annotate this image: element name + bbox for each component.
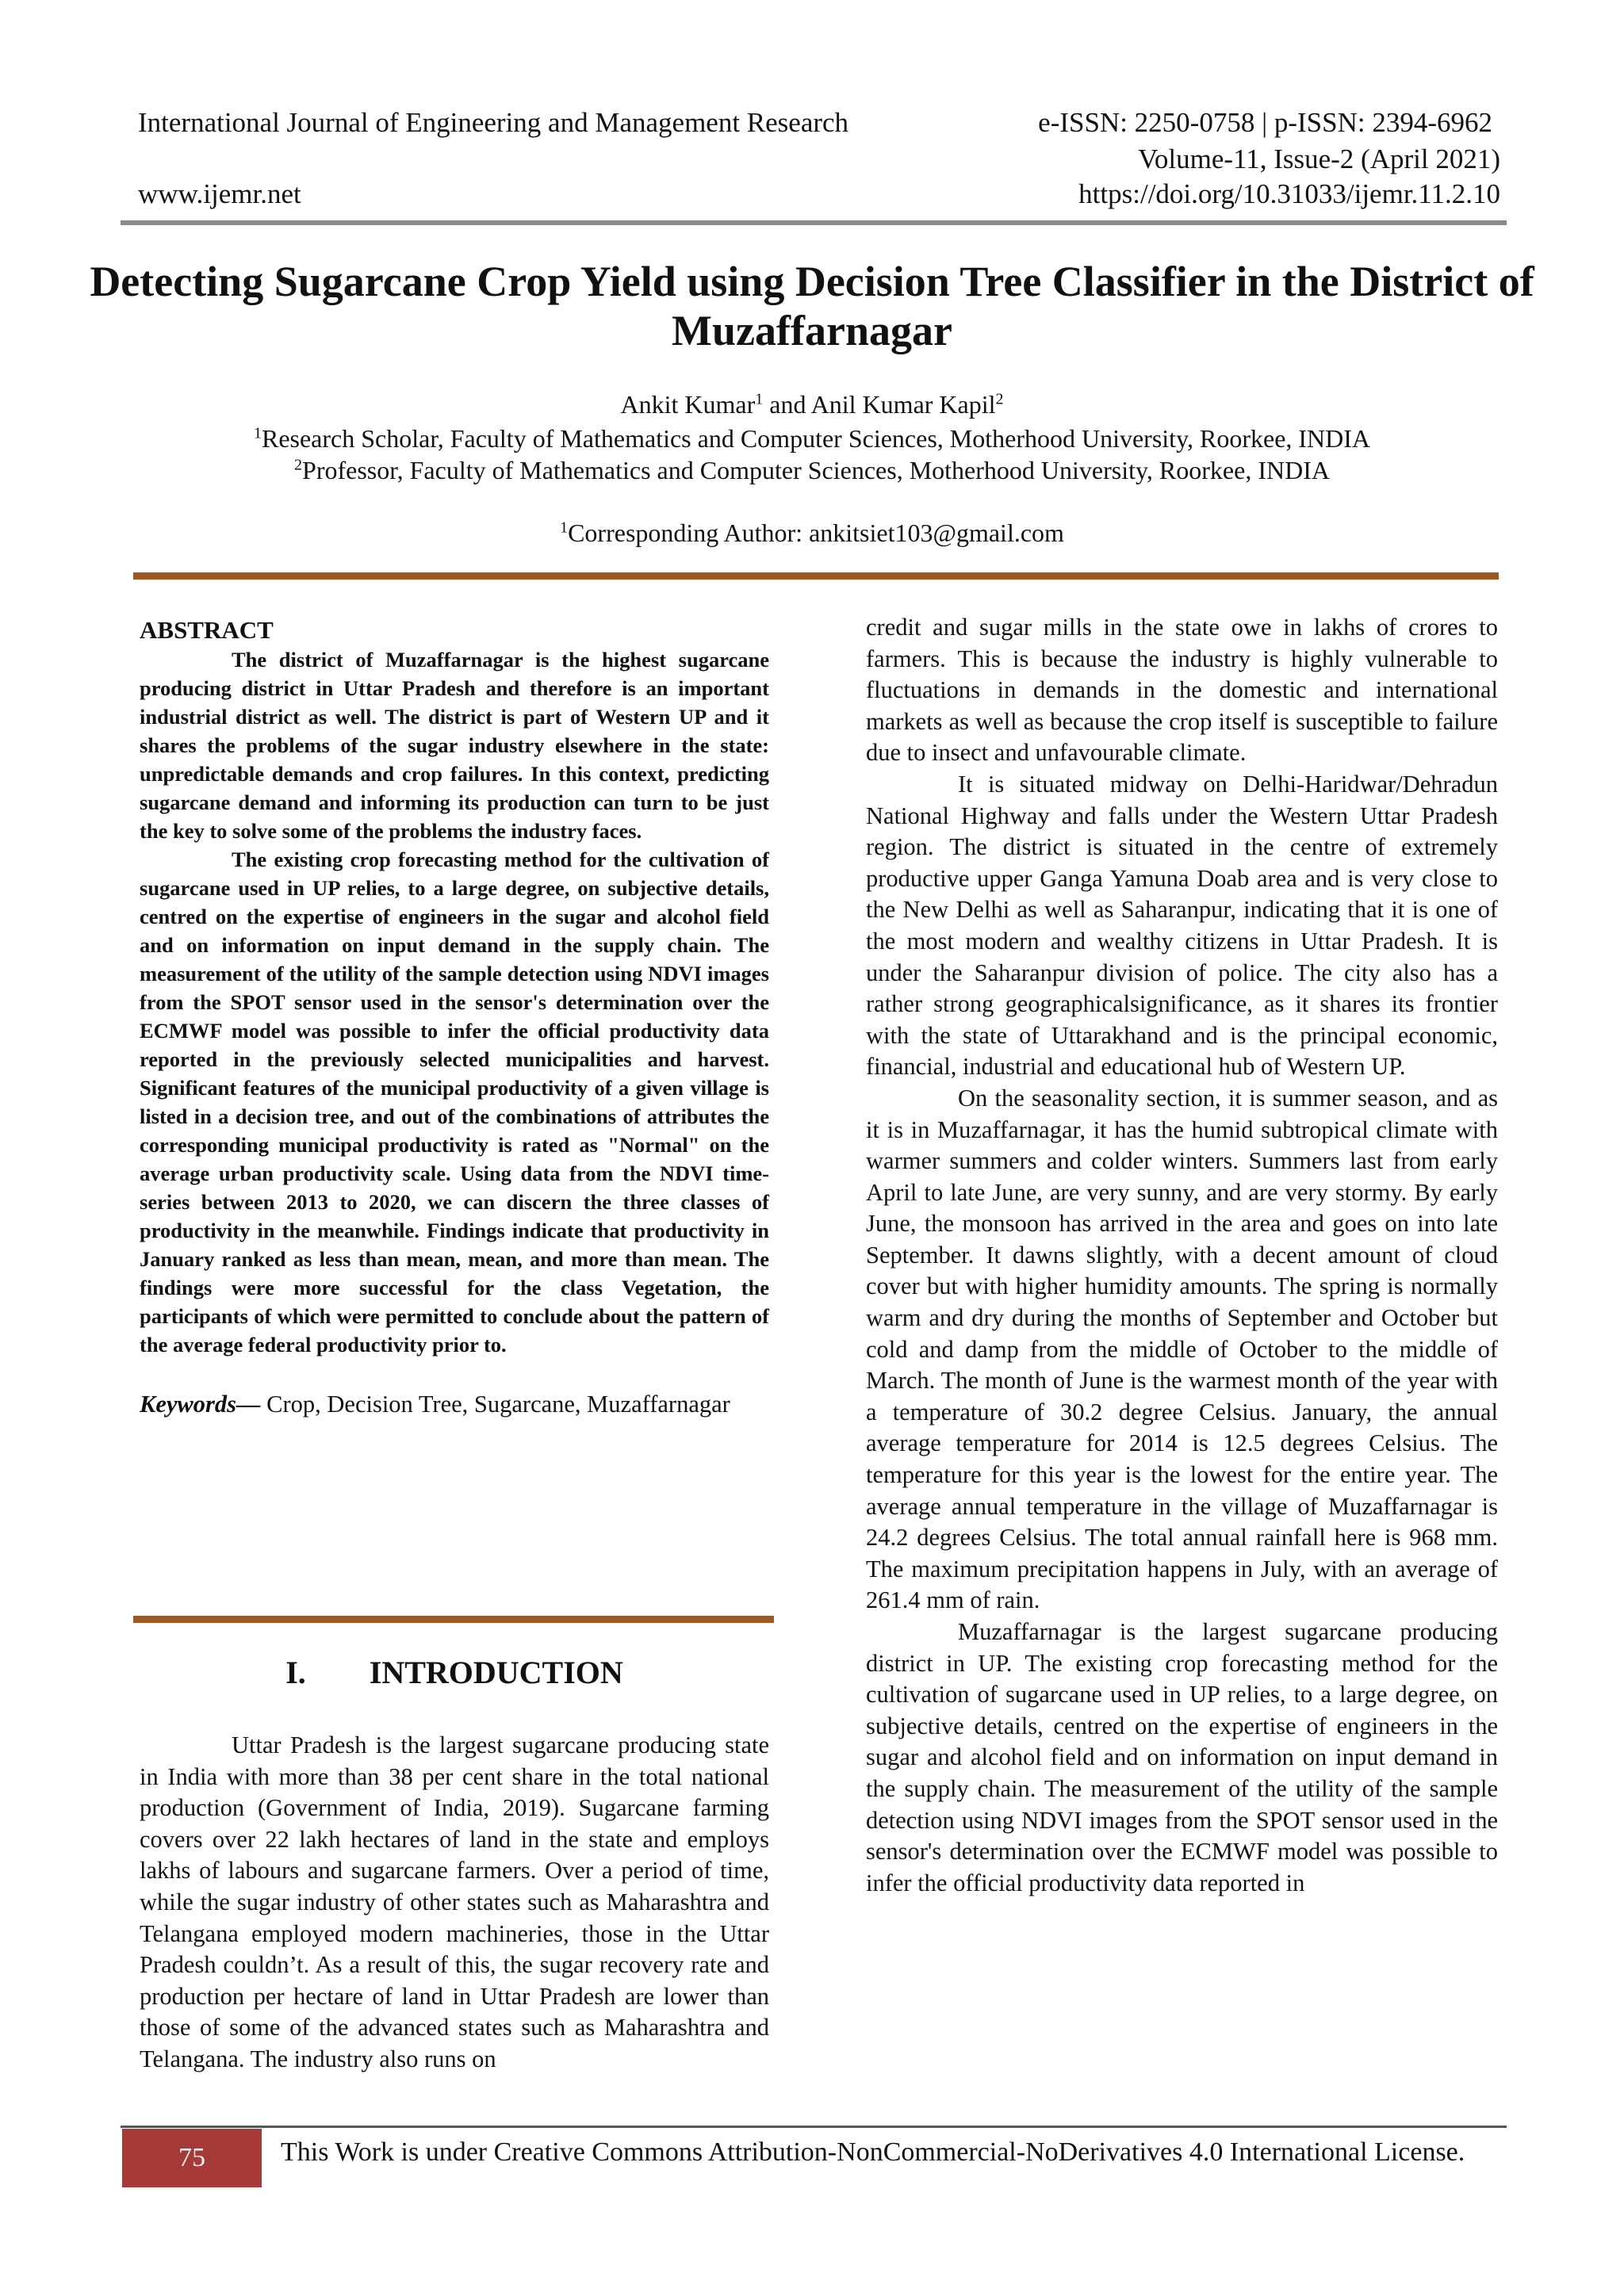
introduction-section bbox=[140, 1654, 769, 2076]
left-column bbox=[140, 615, 769, 1421]
abstract-heading: ABSTRACT bbox=[140, 616, 274, 644]
page-number: 75 bbox=[122, 2129, 262, 2187]
volume-info: Volume-11, Issue-2 (April 2021) bbox=[1138, 144, 1500, 174]
affiliation-1 bbox=[0, 423, 1624, 454]
corresponding-email[interactable]: Corresponding Author: ankitsiet103@gmail.com bbox=[568, 519, 1064, 547]
header-rule bbox=[121, 220, 1507, 225]
author-1: Ankit Kumar bbox=[620, 390, 756, 419]
section-heading bbox=[140, 1654, 769, 1692]
author-2: Anil Kumar Kapil bbox=[810, 390, 996, 419]
issn-info: e-ISSN: 2250-0758 | p-ISSN: 2394-6962 bbox=[1038, 107, 1492, 138]
affiliation-2-text: Professor, Faculty of Mathematics and Computer Sciences, Motherhood University, Roorkee, INDIA bbox=[302, 456, 1330, 484]
abstract-paragraph-1: The district of Muzaffarnagar is the highest sugarcane producing district in Uttar Pradesh and therefore is an important industrial district as well. The district is part of Western UP and it shares the problems of the sugar industry elsewhere in the state: unpredictable demands and crop failures. In this context, predicting sugarcane demand and informing its production can turn to be just the key to solve some of the problems the industry faces. bbox=[140, 648, 769, 843]
abstract-body bbox=[140, 645, 769, 1359]
doi-link[interactable]: https://doi.org/10.31033/ijemr.11.2.10 bbox=[1078, 178, 1500, 209]
author-2-sup: 2 bbox=[995, 390, 1004, 408]
section-number: I. bbox=[285, 1655, 306, 1690]
right-paragraph-1: credit and sugar mills in the state owe in lakhs of crores to farmers. This is because the industry is highly vulnerable to fluctuations in demands in the domestic and international markets as well as because the crop itself is susceptible to failure due to insect and unfavourable climate. bbox=[866, 614, 1498, 767]
keywords-label: Keywords— bbox=[140, 1391, 261, 1418]
license-text[interactable]: This Work is under Creative Commons Attribution-NonCommercial-NoDerivatives 4.0 International License. bbox=[281, 2137, 1465, 2167]
corresponding-sup: 1 bbox=[560, 519, 569, 537]
right-paragraph-2: It is situated midway on Delhi-Haridwar/Dehradun National Highway and falls under the Western Uttar Pradesh region. The district is situated in the centre of extremely productive upper Ganga Yamuna Doab area and is very close to the New Delhi as well as Saharanpur, indicating that it is one of the most modern and wealthy citizens in Uttar Pradesh. It is under the Saharanpur division of police. The city also has a rather strong geographicalsignificance, as it shares its frontier with the state of Uttarakhand and is the principal economic, financial, industrial and educational hub of Western UP. bbox=[866, 770, 1498, 1081]
right-paragraph-3: On the seasonality section, it is summer season, and as it is in Muzaffarnagar, it has the humid subtropical climate with warmer summers and colder winters. Summers last from early April to late June, are very sunny, and are very stormy. By early June, the monsoon has arrived in the area and goes on into late September. It dawns slightly, with a decent amount of cloud cover but with higher humidity amounts. The spring is normally warm and dry during the months of September and October but cold and damp from the middle of October to the middle of March. The month of June is the warmest month of the year with a temperature of 30.2 degree Celsius. January, the annual average temperature for 2014 is 12.5 degrees Celsius. The temperature for this year is the lowest for the entire year. The average annual temperature in the village of Muzaffarnagar is 24.2 degrees Celsius. The total annual rainfall here is 968 mm. The maximum precipitation happens in July, with an average of 261.4 mm of rain. bbox=[866, 1084, 1498, 1614]
affiliation-1-sup: 1 bbox=[253, 424, 262, 442]
right-paragraph-4: Muzaffarnagar is the largest sugarcane producing district in UP. The existing crop forecasting method for the cultivation of sugarcane used in UP relies, to a large degree, on subjective details, centred on the expertise of engineers in the sugar and alcohol field and on information on input demand in the supply chain. The measurement of the utility of the sample detection using NDVI images from the SPOT sensor used in the sensor's determination over the ECMWF model was possible to infer the official productivity data reported in bbox=[866, 1618, 1498, 1896]
section-rule bbox=[133, 1616, 774, 1623]
paper-title: Detecting Sugarcane Crop Yield using Decision Tree Classifier in the District of Muzaffarnagar bbox=[90, 258, 1534, 354]
affiliation-2 bbox=[0, 454, 1624, 486]
author-1-sup: 1 bbox=[755, 390, 764, 408]
affiliation-1-text: Research Scholar, Faculty of Mathematics and Computer Sciences, Motherhood University, Roorkee, INDIA bbox=[261, 424, 1371, 453]
journal-website[interactable]: www.ijemr.net bbox=[138, 178, 301, 209]
intro-paragraph-1: Uttar Pradesh is the largest sugarcane producing state in India with more than 38 per cent share in the total national production (Government of India, 2019). Sugarcane farming covers over 22 lakh hectares of land in the state and employs lakhs of labours and sugarcane farmers. Over a period of time, while the sugar industry of other states such as Maharashtra and Telangana employed modern machineries, those in the Uttar Pradesh couldn’t. As a result of this, the sugar recovery rate and production per hectare of land in Uttar Pradesh are lower than those of some of the advanced states such as Maharashtra and Telangana. The industry also runs on bbox=[140, 1732, 769, 2072]
author-line bbox=[0, 388, 1624, 420]
corresponding-author bbox=[0, 517, 1624, 549]
journal-name: International Journal of Engineering and Management Research bbox=[138, 107, 849, 138]
keywords-text: Crop, Decision Tree, Sugarcane, Muzaffarnagar bbox=[260, 1391, 730, 1418]
right-column bbox=[866, 612, 1498, 1899]
section-title-text: INTRODUCTION bbox=[369, 1655, 623, 1690]
affiliation-2-sup: 2 bbox=[294, 456, 303, 474]
keywords bbox=[140, 1389, 769, 1421]
title-separator-rule bbox=[133, 572, 1499, 580]
footer-rule bbox=[121, 2126, 1507, 2128]
author-connector: and bbox=[763, 390, 811, 419]
abstract-paragraph-2: The existing crop forecasting method for the cultivation of sugarcane used in UP relies, to a large degree, on subjective details, centred on the expertise of engineers in the sugar and alcohol field and on information on input demand in the supply chain. The measurement of the utility of the sample detection using NDVI images from the SPOT sensor used in the sensor's determination over the ECMWF model was possible to infer the official productivity data reported in the previously selected municipalities and harvest. Significant features of the municipal productivity of a given village is listed in a decision tree, and out of the combinations of attributes the corresponding municipal productivity is rated as "Normal" on the average urban productivity scale. Using data from the NDVI time-series between 2013 to 2020, we can discern the three classes of productivity in the meanwhile. Findings indicate that productivity in January ranked as less than mean, mean, and more than mean. The findings were more successful for the class Vegetation, the participants of which were permitted to conclude about the pattern of the average federal productivity prior to. bbox=[140, 848, 769, 1357]
